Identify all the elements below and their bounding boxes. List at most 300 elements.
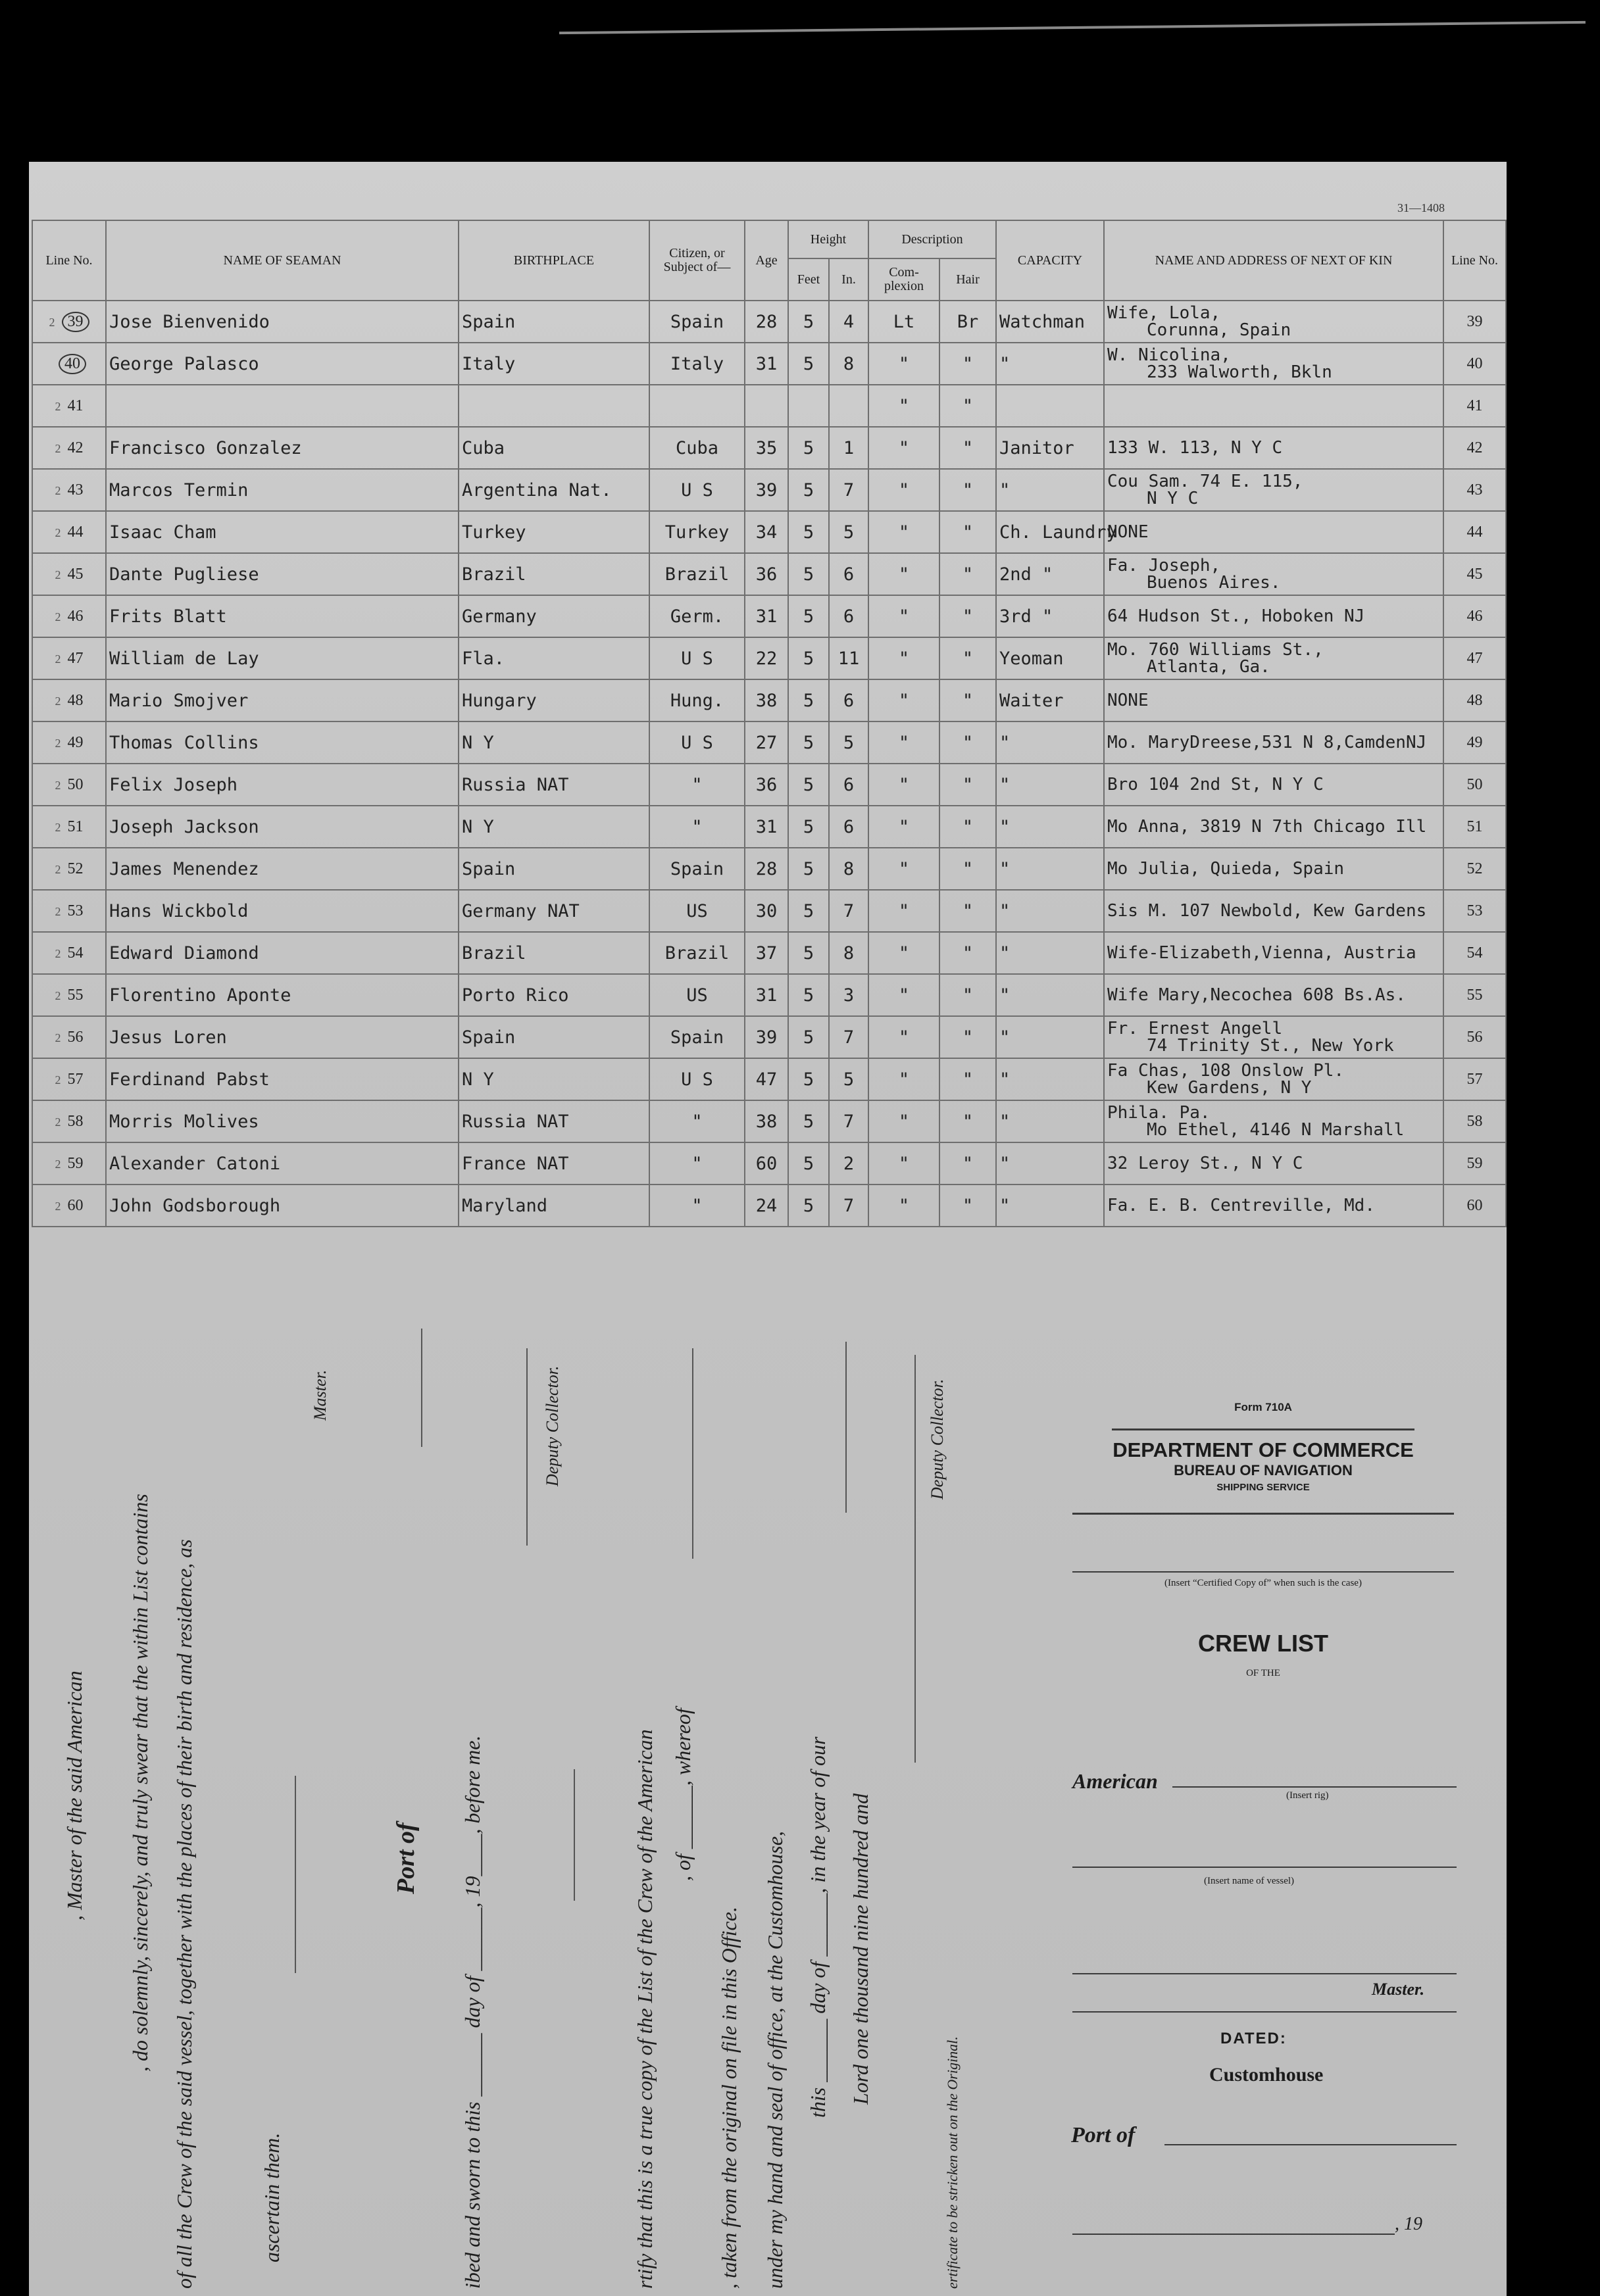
birthplace-cell — [459, 427, 649, 469]
table-row — [32, 427, 1506, 469]
capacity-value: " — [999, 353, 1011, 374]
line-number-right-cell — [1443, 343, 1506, 385]
feet-cell — [788, 1016, 829, 1058]
line-prefix-mark: 2 — [55, 694, 61, 708]
age-cell — [745, 301, 788, 343]
inches-cell — [829, 301, 868, 343]
complexion-cell — [868, 385, 939, 427]
port-of-line — [1164, 2144, 1457, 2145]
line-number-right-cell — [1443, 1185, 1506, 1227]
hair-cell — [939, 721, 996, 764]
feet-cell — [788, 385, 829, 427]
age-value: 36 — [755, 564, 778, 585]
capacity-cell — [996, 595, 1104, 637]
kin-value: Mo Anna, 3819 N 7th Chicago Ill — [1107, 817, 1427, 837]
citizen-cell — [649, 343, 745, 385]
kin-value-line2: Buenos Aires. — [1147, 573, 1281, 593]
table-row — [32, 848, 1506, 890]
birthplace-value: France NAT — [462, 1153, 569, 1174]
complexion-value: " — [898, 479, 910, 501]
capacity-value: " — [999, 900, 1011, 921]
inches-value: 6 — [843, 606, 855, 627]
name-cell — [106, 764, 459, 806]
capacity-cell — [996, 1058, 1104, 1100]
inches-value: 7 — [843, 1027, 855, 1048]
line-number-right-cell — [1443, 427, 1506, 469]
hair-value: " — [962, 606, 974, 627]
age-value: 24 — [755, 1195, 778, 1216]
line-number-cell — [32, 721, 106, 764]
capacity-cell — [996, 974, 1104, 1016]
capacity-cell — [996, 932, 1104, 974]
inches-value: 3 — [843, 985, 855, 1006]
name-value: Hans Wickbold — [109, 900, 249, 921]
kin-cell — [1104, 511, 1443, 553]
birthplace-cell — [459, 1058, 649, 1100]
capacity-value: Yeoman — [999, 648, 1064, 669]
line-number-cell — [32, 553, 106, 595]
name-value: Francisco Gonzalez — [109, 437, 302, 458]
kin-value: NONE — [1107, 522, 1149, 542]
line-number: 60 — [67, 1196, 84, 1214]
line-number-right: 55 — [1466, 986, 1483, 1004]
birthplace-cell — [459, 595, 649, 637]
kin-cell — [1104, 932, 1443, 974]
line-number-right: 45 — [1466, 565, 1483, 583]
line-number-cell — [32, 1100, 106, 1142]
line-number-cell — [32, 1016, 106, 1058]
complexion-value: Lt — [893, 311, 915, 332]
kin-value-line2: Atlanta, Ga. — [1147, 657, 1270, 677]
name-cell — [106, 427, 459, 469]
form-number: 31—1408 — [1397, 201, 1445, 214]
complexion-value: " — [898, 1069, 910, 1090]
feet-cell — [788, 679, 829, 721]
inches-value: 2 — [843, 1153, 855, 1174]
hair-value: Br — [957, 311, 979, 332]
line-number: 57 — [67, 1070, 84, 1088]
capacity-value: " — [999, 1111, 1011, 1132]
hair-cell — [939, 595, 996, 637]
capacity-value: " — [999, 1195, 1011, 1216]
name-value: Thomas Collins — [109, 732, 259, 753]
name-value: Jesus Loren — [109, 1027, 227, 1048]
capacity-value: " — [999, 1027, 1011, 1048]
birthplace-cell — [459, 1016, 649, 1058]
table-row — [32, 553, 1506, 595]
feet-value: 5 — [803, 1069, 814, 1090]
line-number: 45 — [67, 565, 84, 583]
birthplace-value: Fla. — [462, 648, 505, 669]
capacity-cell — [996, 848, 1104, 890]
inches-value: 5 — [843, 732, 855, 753]
kin-value-line2: Kew Gardens, N Y — [1147, 1078, 1312, 1098]
hair-value: " — [962, 1111, 974, 1132]
line-number-right: 59 — [1466, 1154, 1483, 1172]
feet-value: 5 — [803, 690, 814, 711]
line-prefix-mark: 2 — [55, 1199, 61, 1213]
line-number-right: 49 — [1466, 733, 1483, 751]
year-label: , 19 — [1395, 2214, 1422, 2234]
complexion-value: " — [898, 353, 910, 374]
dated-label: DATED: — [1220, 2030, 1287, 2047]
hair-cell — [939, 932, 996, 974]
line-number-cell — [32, 932, 106, 974]
kin-value: Wife Mary,Necochea 608 Bs.As. — [1107, 985, 1406, 1005]
line-number-cell — [32, 427, 106, 469]
capacity-cell — [996, 679, 1104, 721]
oath-text-col9: rtify that this is a true copy of the List of the Crew of the American — [633, 1729, 657, 2289]
kin-cell — [1104, 343, 1443, 385]
customhouse-label: Customhouse — [1209, 2064, 1324, 2086]
hair-cell — [939, 764, 996, 806]
line-number-right: 57 — [1466, 1070, 1483, 1088]
name-value: Alexander Catoni — [109, 1153, 281, 1174]
citizen-value: Italy — [670, 353, 724, 374]
oath-text-col16: Deputy Collector. — [928, 1379, 947, 1500]
complexion-cell — [868, 301, 939, 343]
name-value: Mario Smojver — [109, 690, 249, 711]
line-number-right: 60 — [1466, 1196, 1483, 1214]
complexion-cell — [868, 427, 939, 469]
line-number: 54 — [67, 944, 84, 962]
line-number: 59 — [67, 1154, 84, 1172]
header-feet: Feet — [788, 258, 829, 301]
complexion-value: " — [898, 1153, 910, 1174]
birthplace-value: Spain — [462, 858, 516, 879]
kin-value: 64 Hudson St., Hoboken NJ — [1107, 606, 1365, 626]
table-row — [32, 679, 1506, 721]
line-number-right-cell — [1443, 301, 1506, 343]
complexion-value: " — [898, 437, 910, 458]
line-number: 56 — [67, 1028, 84, 1046]
table-row — [32, 1142, 1506, 1185]
line-number-right: 41 — [1466, 397, 1483, 414]
birthplace-value: Brazil — [462, 564, 526, 585]
kin-value: Mo. 760 Williams St., — [1107, 640, 1324, 660]
feet-cell — [788, 1185, 829, 1227]
oath-text-col6: Port of — [392, 1822, 420, 1894]
kin-cell — [1104, 595, 1443, 637]
complexion-cell — [868, 1142, 939, 1185]
kin-value-line2: Corunna, Spain — [1147, 320, 1291, 340]
birthplace-value: N Y — [462, 1069, 494, 1090]
line-number-right-cell — [1443, 469, 1506, 511]
oath-fill-line — [914, 1355, 916, 1763]
birthplace-value: Turkey — [462, 522, 526, 543]
birthplace-value: N Y — [462, 816, 494, 837]
line-prefix-mark: 2 — [49, 315, 55, 329]
name-cell — [106, 1016, 459, 1058]
line-number-right-cell — [1443, 679, 1506, 721]
hair-value: " — [962, 648, 974, 669]
crew-list-title: CREW LIST — [1198, 1630, 1328, 1657]
feet-value: 5 — [803, 816, 814, 837]
citizen-value: U S — [681, 648, 713, 669]
capacity-value: Ch. Laundry — [999, 522, 1117, 543]
table-row — [32, 1100, 1506, 1142]
line-number: 46 — [67, 607, 84, 625]
table-row — [32, 764, 1506, 806]
feet-cell — [788, 848, 829, 890]
name-cell — [106, 806, 459, 848]
line-number: 52 — [67, 860, 84, 877]
complexion-value: " — [898, 690, 910, 711]
feet-value: 5 — [803, 353, 814, 374]
american-label: American — [1072, 1769, 1158, 1793]
age-cell — [745, 1058, 788, 1100]
oath-text-col10: , of ______, whereof — [671, 1708, 695, 1881]
capacity-cell — [996, 1185, 1104, 1227]
hair-value: " — [962, 1027, 974, 1048]
citizen-value: Germ. — [670, 606, 724, 627]
line-number-right-cell — [1443, 553, 1506, 595]
complexion-cell — [868, 679, 939, 721]
age-value: 22 — [755, 648, 778, 669]
name-value: John Godsborough — [109, 1195, 281, 1216]
feet-value: 5 — [803, 1153, 814, 1174]
oath-text-col11: , taken from the original on file in this Office. — [717, 1907, 741, 2289]
age-value: 31 — [755, 353, 778, 374]
hair-value: " — [962, 816, 974, 837]
birthplace-cell — [459, 848, 649, 890]
kin-value: Fa. E. B. Centreville, Md. — [1107, 1196, 1375, 1215]
kin-value: W. Nicolina, — [1107, 345, 1231, 365]
complexion-value: " — [898, 606, 910, 627]
capacity-value: " — [999, 479, 1011, 501]
hair-value: " — [962, 732, 974, 753]
hair-value: " — [962, 564, 974, 585]
line-number-right: 53 — [1466, 902, 1483, 919]
feet-cell — [788, 511, 829, 553]
kin-cell — [1104, 848, 1443, 890]
inches-value: 6 — [843, 774, 855, 795]
age-value: 39 — [755, 479, 778, 501]
oath-text-col4: , Master of the said American — [63, 1671, 86, 1920]
hair-value: " — [962, 353, 974, 374]
table-row — [32, 595, 1506, 637]
capacity-cell — [996, 343, 1104, 385]
name-value: Isaac Cham — [109, 522, 216, 543]
name-cell — [106, 1100, 459, 1142]
citizen-value: Spain — [670, 858, 724, 879]
line-number-right: 52 — [1466, 860, 1483, 877]
line-number: 47 — [67, 649, 84, 667]
oath-fill-line — [845, 1342, 847, 1513]
complexion-cell — [868, 974, 939, 1016]
table-row — [32, 301, 1506, 343]
insert-rig-note: (Insert rig) — [1286, 1790, 1329, 1801]
oath-fill-line — [692, 1348, 693, 1559]
inches-value: 6 — [843, 564, 855, 585]
citizen-cell — [649, 806, 745, 848]
table-row — [32, 806, 1506, 848]
line-prefix-mark: 2 — [55, 525, 61, 539]
kin-value: 133 W. 113, N Y C — [1107, 438, 1283, 458]
line-number-right: 46 — [1466, 607, 1483, 625]
name-value: Ferdinand Pabst — [109, 1069, 270, 1090]
citizen-cell — [649, 1142, 745, 1185]
header-height: Height — [788, 220, 868, 258]
name-value: Joseph Jackson — [109, 816, 259, 837]
line-number-cell — [32, 679, 106, 721]
complexion-cell — [868, 1185, 939, 1227]
birthplace-cell — [459, 932, 649, 974]
complexion-cell — [868, 469, 939, 511]
line-number-right: 40 — [1466, 354, 1483, 372]
feet-cell — [788, 553, 829, 595]
line-number-cell — [32, 469, 106, 511]
line-number-cell — [32, 595, 106, 637]
line-number: 42 — [67, 439, 84, 456]
citizen-cell — [649, 637, 745, 679]
capacity-value: " — [999, 942, 1011, 964]
line-prefix-mark: 2 — [55, 399, 61, 413]
feet-cell — [788, 890, 829, 932]
age-cell — [745, 343, 788, 385]
citizen-cell — [649, 301, 745, 343]
inches-cell — [829, 385, 868, 427]
feet-value: 5 — [803, 1027, 814, 1048]
birthplace-value: Argentina Nat. — [462, 479, 612, 501]
table-row — [32, 890, 1506, 932]
feet-cell — [788, 469, 829, 511]
line-number-cell — [32, 806, 106, 848]
hair-value: " — [962, 858, 974, 879]
line-prefix-mark: 2 — [55, 483, 61, 497]
inches-cell — [829, 764, 868, 806]
citizen-cell — [649, 890, 745, 932]
inches-value: 8 — [843, 942, 855, 964]
capacity-value: " — [999, 858, 1011, 879]
hair-cell — [939, 1100, 996, 1142]
birthplace-value: Russia NAT — [462, 1111, 569, 1132]
kin-cell — [1104, 764, 1443, 806]
inches-cell — [829, 721, 868, 764]
line-prefix-mark: 2 — [55, 989, 61, 1002]
hair-value: " — [962, 1069, 974, 1090]
feet-value: 5 — [803, 479, 814, 501]
citizen-value: US — [686, 900, 708, 921]
age-value: 28 — [755, 858, 778, 879]
birthplace-cell — [459, 679, 649, 721]
citizen-cell — [649, 848, 745, 890]
age-cell — [745, 1142, 788, 1185]
complexion-value: " — [898, 564, 910, 585]
age-cell — [745, 553, 788, 595]
citizen-value: Brazil — [664, 942, 730, 964]
citizen-value: Hung. — [670, 690, 724, 711]
capacity-cell — [996, 427, 1104, 469]
name-cell — [106, 848, 459, 890]
name-value: Morris Molives — [109, 1111, 259, 1132]
hair-value: " — [962, 479, 974, 501]
citizen-cell — [649, 595, 745, 637]
citizen-cell — [649, 469, 745, 511]
age-cell — [745, 427, 788, 469]
oath-text-col13: this ______ day of ______, in the year of our — [806, 1736, 830, 2118]
line-number-right: 47 — [1466, 649, 1483, 667]
birthplace-value: Hungary — [462, 690, 537, 711]
line-number-cell — [32, 511, 106, 553]
name-cell — [106, 511, 459, 553]
complexion-cell — [868, 806, 939, 848]
age-cell — [745, 932, 788, 974]
inches-value: 11 — [838, 648, 860, 669]
kin-value: Phila. Pa. — [1107, 1103, 1211, 1123]
capacity-value: 2nd " — [999, 564, 1053, 585]
capacity-value: " — [999, 732, 1011, 753]
dept-commerce-heading: DEPARTMENT OF COMMERCE — [1112, 1438, 1414, 1461]
name-cell — [106, 890, 459, 932]
kin-cell — [1104, 1058, 1443, 1100]
complexion-cell — [868, 637, 939, 679]
age-value: 36 — [755, 774, 778, 795]
feet-cell — [788, 932, 829, 974]
kin-cell — [1104, 806, 1443, 848]
complexion-value: " — [898, 648, 910, 669]
feet-cell — [788, 595, 829, 637]
vessel-name-line — [1072, 1867, 1457, 1868]
inches-cell — [829, 1016, 868, 1058]
kin-cell — [1104, 1185, 1443, 1227]
line-number-cell — [32, 1142, 106, 1185]
line-number-cell — [32, 890, 106, 932]
name-cell — [106, 679, 459, 721]
age-value: 39 — [755, 1027, 778, 1048]
complexion-value: " — [898, 816, 910, 837]
line-number-right-cell — [1443, 848, 1506, 890]
oath-text-col8: Deputy Collector. — [543, 1365, 562, 1486]
birthplace-value: Germany — [462, 606, 537, 627]
capacity-value: " — [999, 774, 1011, 795]
age-value: 31 — [755, 606, 778, 627]
feet-cell — [788, 637, 829, 679]
kin-cell — [1104, 679, 1443, 721]
age-cell — [745, 385, 788, 427]
kin-value: Bro 104 2nd St, N Y C — [1107, 775, 1324, 794]
header-age: Age — [745, 220, 788, 301]
capacity-cell — [996, 637, 1104, 679]
complexion-cell — [868, 932, 939, 974]
citizen-value: " — [691, 816, 703, 837]
age-value: 60 — [755, 1153, 778, 1174]
capacity-cell — [996, 1142, 1104, 1185]
inches-cell — [829, 595, 868, 637]
table-row — [32, 637, 1506, 679]
birthplace-cell — [459, 511, 649, 553]
age-cell — [745, 974, 788, 1016]
line-number-right: 44 — [1466, 523, 1483, 541]
table-row — [32, 1016, 1506, 1058]
insert-name-note: (Insert name of vessel) — [1204, 1876, 1295, 1886]
birthplace-value: Germany NAT — [462, 900, 580, 921]
line-number: 39 — [62, 312, 89, 332]
top-edge-mark — [559, 21, 1586, 34]
citizen-value: U S — [681, 1069, 713, 1090]
crew-rows — [32, 301, 1506, 1227]
line-number-right: 54 — [1466, 944, 1483, 962]
complexion-cell — [868, 1100, 939, 1142]
kin-cell — [1104, 1100, 1443, 1142]
line-number-cell — [32, 848, 106, 890]
feet-value: 5 — [803, 606, 814, 627]
line-prefix-mark: 2 — [55, 1157, 61, 1171]
hair-cell — [939, 679, 996, 721]
inches-value: 8 — [843, 353, 855, 374]
kin-value: Fa. Joseph, — [1107, 556, 1221, 575]
name-value: James Menendez — [109, 858, 259, 879]
